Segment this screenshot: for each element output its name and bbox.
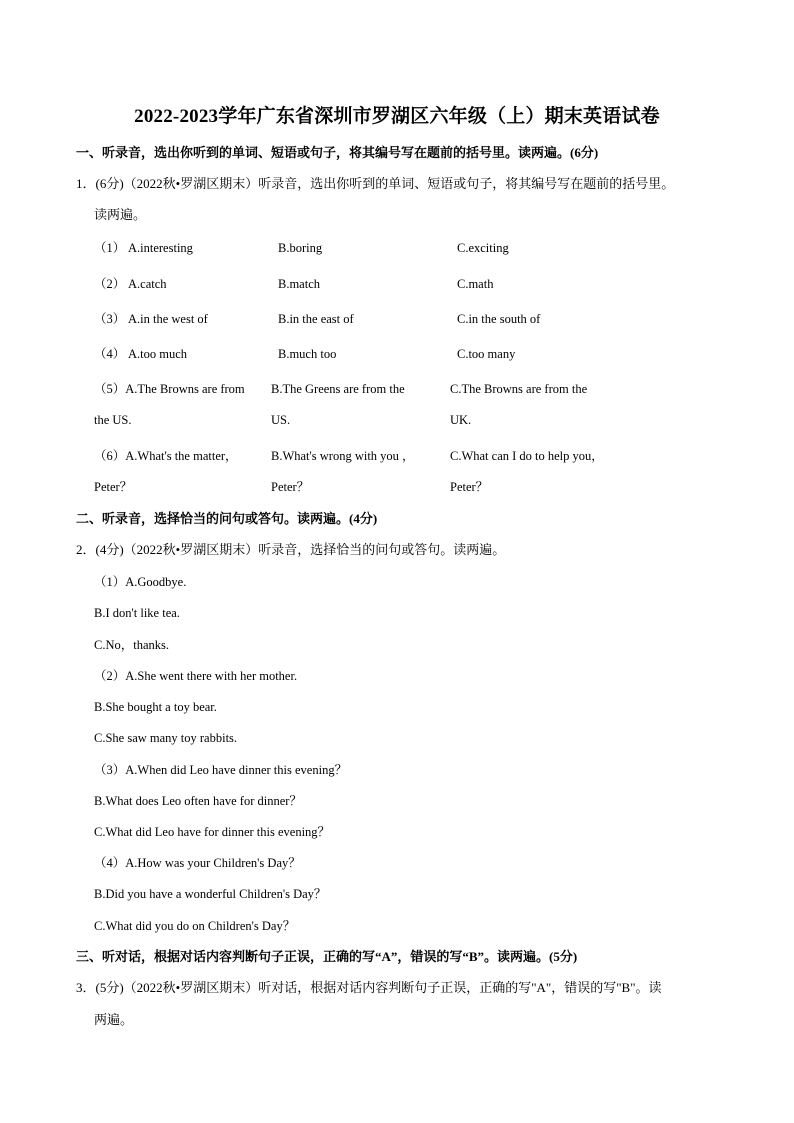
q2-line: B.I don't like tea. — [94, 606, 180, 620]
q2-line: （4）A.How was your Children's Day？ — [94, 856, 301, 870]
question-3-text: 3．(5分)（2022秋•罗湖区期末）听对话，根据对话内容判断句子正误，正确的写"A"，错误的写"B"。读 — [76, 980, 662, 995]
q2-line: C.What did you do on Children's Day？ — [94, 919, 296, 933]
item-4-option-b: B.much too — [278, 347, 337, 361]
item-5-option-c-cont: UK. — [450, 413, 472, 427]
item-2-num: （2） — [94, 277, 126, 291]
question-2-text: 2．(4分)（2022秋•罗湖区期末）听录音，选择恰当的问句或答句。读两遍。 — [76, 542, 506, 557]
page-title: 2022-2023学年广东省深圳市罗湖区六年级（上）期末英语试卷 — [134, 106, 660, 127]
item-5-option-a-cont: the US. — [94, 413, 132, 427]
item-3-option-a: A.in the west of — [128, 312, 208, 326]
item-6-option-a: （6）A.What's the matter， — [94, 449, 238, 463]
item-1-option-a-text: A.interesting — [128, 241, 193, 255]
item-5-option-b: B.The Greens are from the — [271, 382, 405, 396]
item-2-option-b: B.match — [278, 277, 321, 291]
item-5-option-b-cont: US. — [271, 413, 291, 427]
item-6-option-c: C.What can I do to help you， — [450, 449, 604, 463]
item-6-option-b: B.What's wrong with you ， — [271, 449, 415, 463]
item-4-option-a: A.too much — [128, 347, 188, 361]
item-5-option-a: （5）A.The Browns are from — [94, 382, 245, 396]
q2-line: B.Did you have a wonderful Children's Day？ — [94, 887, 327, 901]
item-1-option-a: （1） — [94, 241, 126, 255]
item-6-option-b-cont: Peter？ — [271, 480, 310, 494]
q2-line: B.She bought a toy bear. — [94, 700, 217, 714]
q2-line: C.No，thanks. — [94, 638, 170, 652]
item-1-option-b: B.boring — [278, 241, 323, 255]
question-1-text-cont: 读两遍。 — [94, 207, 147, 222]
item-6-option-c-cont: Peter？ — [450, 480, 489, 494]
q2-line: （1）A.Goodbye. — [94, 575, 187, 589]
item-1-option-c: C.exciting — [457, 241, 509, 255]
section-1-heading: 一、听录音，选出你听到的单词、短语或句子，将其编号写在题前的括号里。读两遍。(6分) — [76, 145, 599, 160]
item-2-option-c: C.math — [457, 277, 494, 291]
item-2-option-a: A.catch — [128, 277, 167, 291]
section-3-heading: 三、听对话，根据对话内容判断句子正误，正确的写“A”，错误的写“B”。读两遍。(5分) — [76, 949, 578, 964]
q2-line: C.She saw many toy rabbits. — [94, 731, 238, 745]
q2-line: C.What did Leo have for dinner this evening？ — [94, 825, 331, 839]
item-3-option-c: C.in the south of — [457, 312, 541, 326]
question-3-text-cont: 两遍。 — [94, 1012, 134, 1027]
question-1-text: 1．(6分)（2022秋•罗湖区期末）听录音，选出你听到的单词、短语或句子，将其编号写在题前的括号里。 — [76, 176, 675, 191]
item-4-num: （4） — [94, 347, 126, 361]
item-3-option-b: B.in the east of — [278, 312, 354, 326]
item-4-option-c: C.too many — [457, 347, 516, 361]
item-6-option-a-cont: Peter？ — [94, 480, 133, 494]
q2-line: （3）A.When did Leo have dinner this evening？ — [94, 763, 348, 777]
q2-line: （2）A.She went there with her mother. — [94, 669, 298, 683]
item-3-num: （3） — [94, 312, 126, 326]
item-5-option-c: C.The Browns are from the — [450, 382, 588, 396]
q2-line: B.What does Leo often have for dinner？ — [94, 794, 302, 808]
section-2-heading: 二、听录音，选择恰当的问句或答句。读两遍。(4分) — [76, 511, 378, 526]
